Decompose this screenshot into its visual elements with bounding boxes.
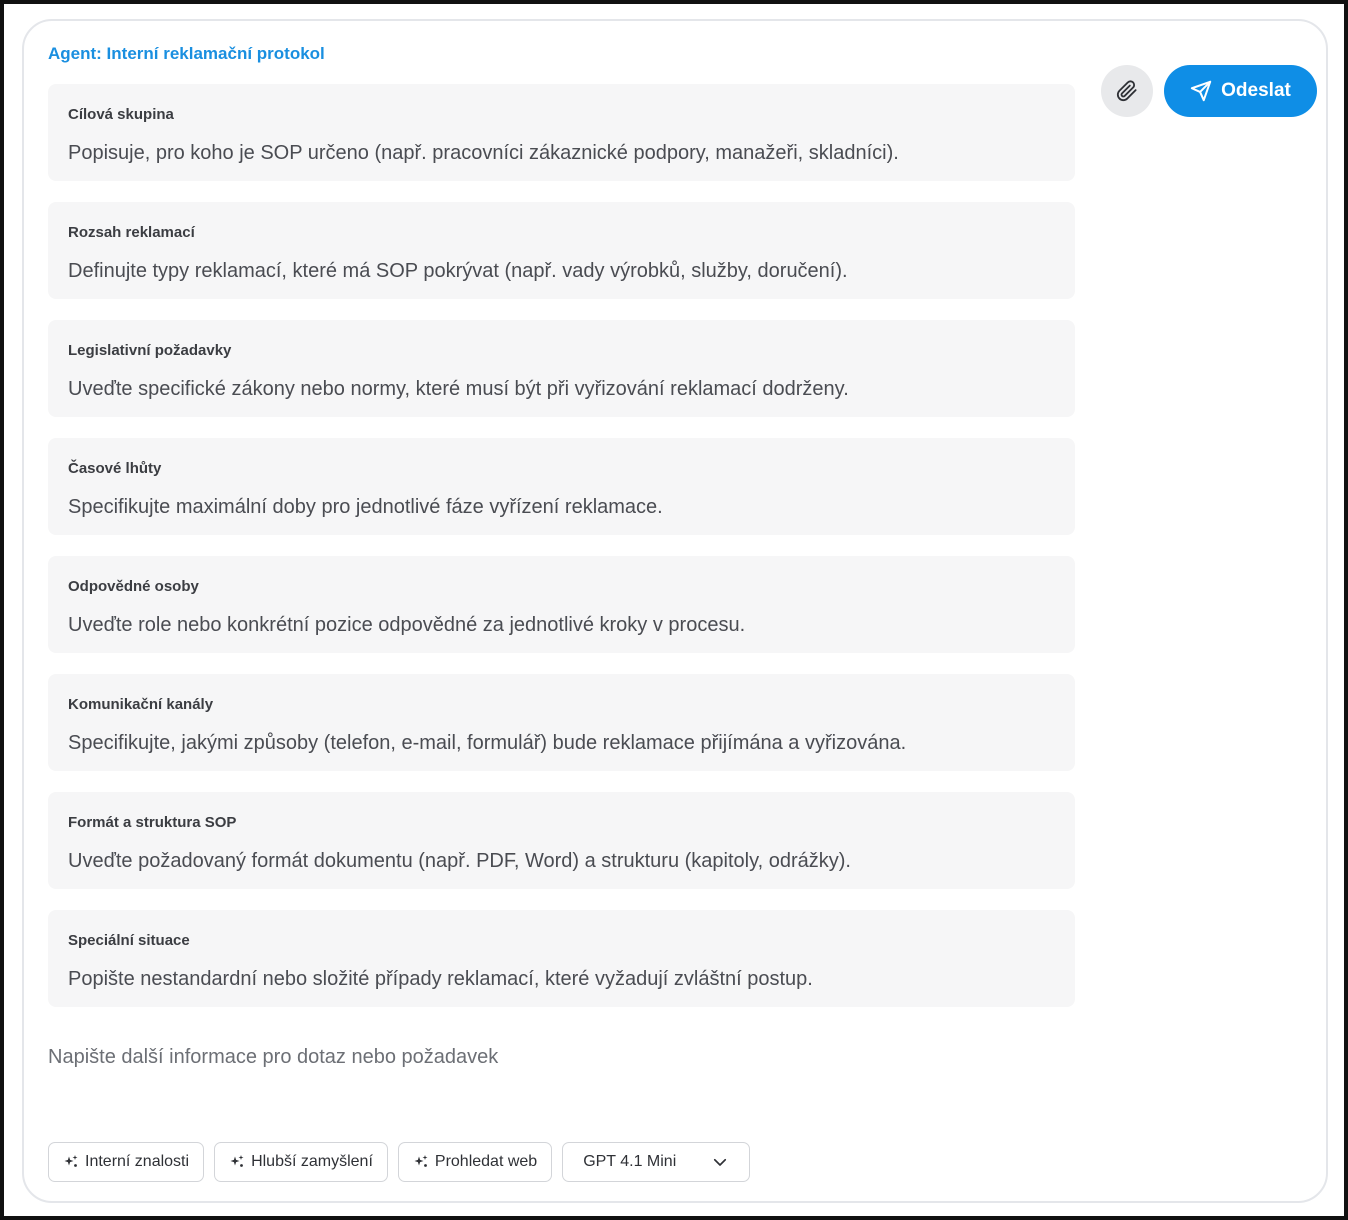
field-description: Popište nestandardní nebo složité případy reklamací, které vyžadují zvláštní postup. bbox=[68, 968, 813, 990]
field-label: Cílová skupina bbox=[68, 106, 174, 123]
web-search-label: Prohledat web bbox=[434, 1153, 538, 1170]
field-label: Legislativní požadavky bbox=[68, 342, 232, 359]
deep-thinking-label: Hlubší zamyšlení bbox=[251, 1153, 373, 1170]
sparkle-icon bbox=[63, 1154, 79, 1170]
agent-title: Agent: Interní reklamační protokol bbox=[48, 44, 325, 63]
field-description: Specifikujte, jakými způsoby (telefon, e-mail, formulář) bude reklamace přijímána a vyřizována. bbox=[68, 732, 907, 754]
field-list bbox=[48, 84, 1075, 1028]
bottom-toolbar bbox=[48, 1142, 750, 1182]
field-responsible-persons[interactable] bbox=[48, 556, 1075, 653]
field-description: Definujte typy reklamací, které má SOP pokrývat (např. vady výrobků, služby, doručení). bbox=[68, 260, 848, 282]
sparkle-icon bbox=[229, 1154, 245, 1170]
model-select[interactable] bbox=[562, 1142, 750, 1182]
field-target-group[interactable] bbox=[48, 84, 1075, 181]
field-label: Formát a struktura SOP bbox=[68, 814, 237, 831]
field-label: Odpovědné osoby bbox=[68, 578, 199, 595]
attach-button[interactable] bbox=[1101, 65, 1153, 117]
field-communication-channels[interactable] bbox=[48, 674, 1075, 771]
field-time-limits[interactable] bbox=[48, 438, 1075, 535]
paperclip-icon bbox=[1116, 80, 1138, 102]
field-label: Komunikační kanály bbox=[68, 696, 214, 713]
sparkle-icon bbox=[413, 1154, 429, 1170]
extra-info-input[interactable] bbox=[48, 1040, 1048, 1074]
field-label: Speciální situace bbox=[68, 932, 190, 949]
send-icon bbox=[1190, 80, 1212, 102]
field-special-situations[interactable] bbox=[48, 910, 1075, 1007]
deep-thinking-button[interactable] bbox=[214, 1142, 388, 1182]
internal-knowledge-label: Interní znalosti bbox=[85, 1153, 190, 1170]
send-button[interactable] bbox=[1164, 65, 1317, 117]
chevron-down-icon bbox=[711, 1153, 729, 1171]
field-description: Uveďte role nebo konkrétní pozice odpovědné za jednotlivé kroky v procesu. bbox=[68, 614, 746, 636]
field-description: Popisuje, pro koho je SOP určeno (např. pracovníci zákaznické podpory, manažeři, skladníci). bbox=[68, 142, 899, 164]
field-label: Rozsah reklamací bbox=[68, 224, 195, 241]
field-label: Časové lhůty bbox=[68, 460, 162, 477]
web-search-button[interactable] bbox=[398, 1142, 552, 1182]
send-label: Odeslat bbox=[1221, 80, 1291, 101]
field-description: Specifikujte maximální doby pro jednotlivé fáze vyřízení reklamace. bbox=[68, 496, 663, 518]
field-legal-requirements[interactable] bbox=[48, 320, 1075, 417]
field-description: Uveďte specifické zákony nebo normy, které musí být při vyřizování reklamací dodrženy. bbox=[68, 378, 849, 400]
internal-knowledge-button[interactable] bbox=[48, 1142, 204, 1182]
field-format-structure[interactable] bbox=[48, 792, 1075, 889]
field-description: Uveďte požadovaný formát dokumentu (např. PDF, Word) a strukturu (kapitoly, odrážky). bbox=[68, 850, 851, 872]
field-complaint-scope[interactable] bbox=[48, 202, 1075, 299]
model-selected-value: GPT 4.1 Mini bbox=[583, 1153, 677, 1170]
